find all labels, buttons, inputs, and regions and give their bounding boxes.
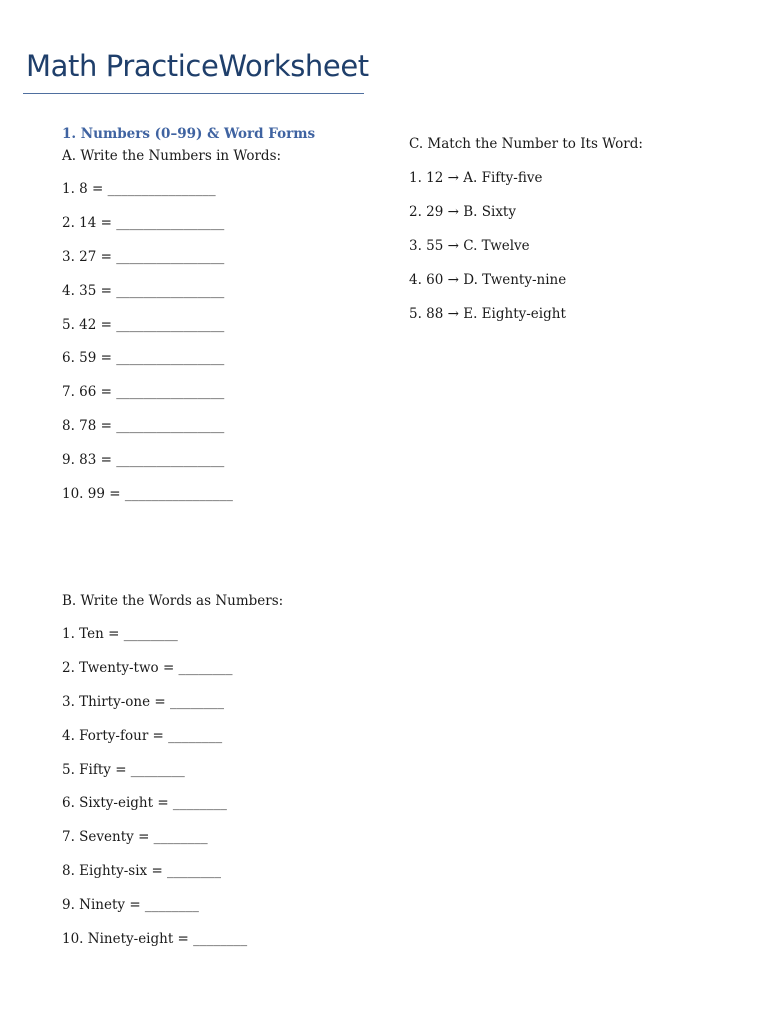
part-b-item: 8. Eighty-six = ________ [62, 863, 222, 879]
part-c-item: 3. 55 → C. Twelve [409, 238, 530, 254]
part-a-item: 2. 14 = ________________ [62, 215, 225, 231]
section-heading-numbers: 1. Numbers (0–99) & Word Forms [62, 126, 316, 142]
part-b-item: 2. Twenty-two = ________ [62, 660, 233, 676]
part-c-item: 1. 12 → A. Fifty-five [409, 170, 543, 186]
part-a-item: 7. 66 = ________________ [62, 384, 225, 400]
part-c-item: 2. 29 → B. Sixty [409, 204, 516, 220]
part-a-item: 1. 8 = ________________ [62, 181, 216, 197]
part-c-item: 4. 60 → D. Twenty-nine [409, 272, 567, 288]
part-a-item: 8. 78 = ________________ [62, 418, 225, 434]
part-b-instruction: B. Write the Words as Numbers: [62, 593, 284, 609]
part-a-instruction: A. Write the Numbers in Words: [62, 148, 282, 164]
page-title: Math PracticeWorksheet [26, 49, 369, 83]
part-b-item: 3. Thirty-one = ________ [62, 694, 224, 710]
part-a-item: 4. 35 = ________________ [62, 283, 225, 299]
part-b-item: 7. Seventy = ________ [62, 829, 208, 845]
part-c-instruction: C. Match the Number to Its Word: [409, 136, 643, 152]
part-a-item: 6. 59 = ________________ [62, 350, 225, 366]
part-b-item: 1. Ten = ________ [62, 626, 178, 642]
part-b-item: 9. Ninety = ________ [62, 897, 199, 913]
part-b-item: 4. Forty-four = ________ [62, 728, 223, 744]
part-a-item: 10. 99 = ________________ [62, 486, 233, 502]
title-underline [23, 93, 364, 94]
part-c-item: 5. 88 → E. Eighty-eight [409, 306, 566, 322]
part-a-item: 9. 83 = ________________ [62, 452, 225, 468]
part-a-item: 5. 42 = ________________ [62, 317, 225, 333]
part-a-item: 3. 27 = ________________ [62, 249, 225, 265]
part-b-item: 5. Fifty = ________ [62, 762, 185, 778]
part-b-item: 6. Sixty-eight = ________ [62, 795, 227, 811]
part-b-item: 10. Ninety-eight = ________ [62, 931, 248, 947]
